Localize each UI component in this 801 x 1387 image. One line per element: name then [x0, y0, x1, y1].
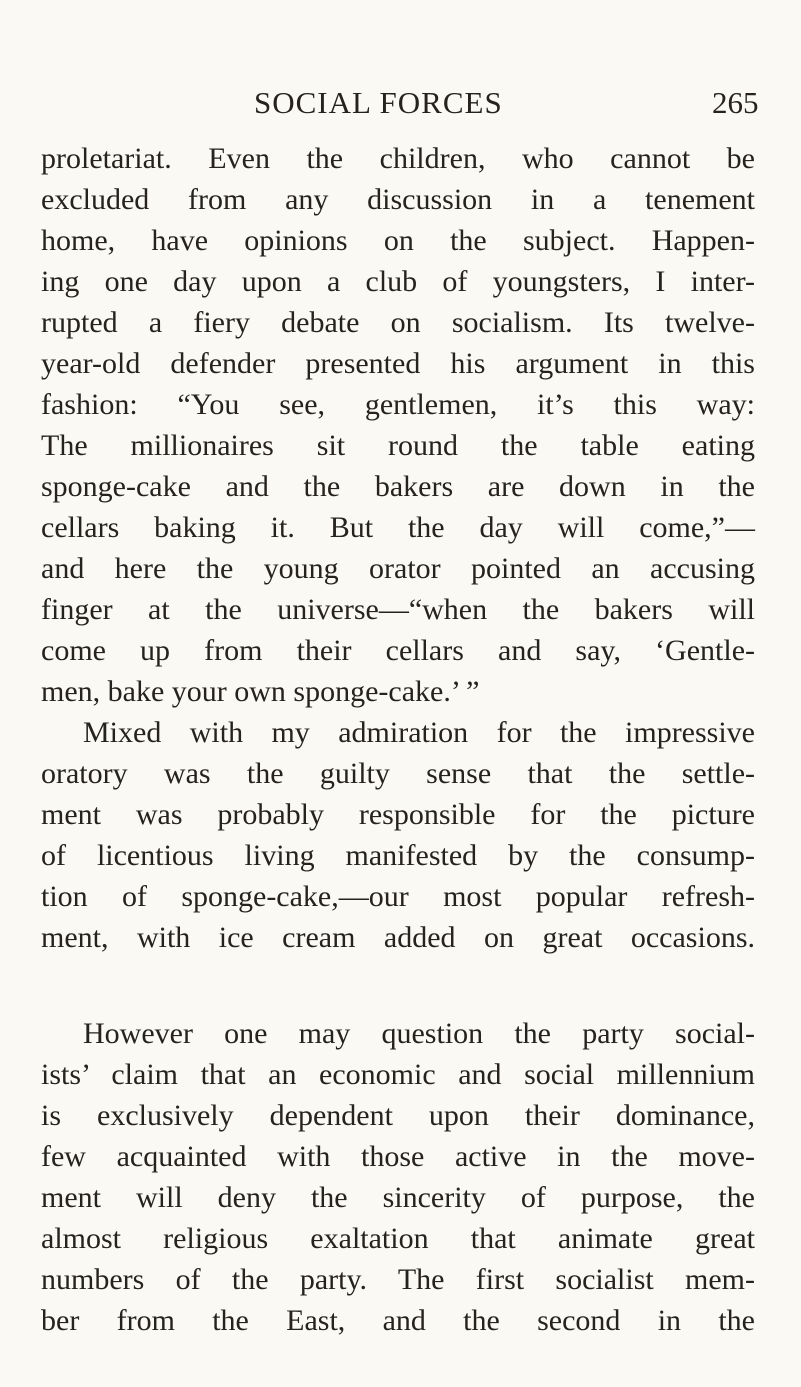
text-line: finger at the universe—“when the bakers will — [41, 593, 755, 626]
text-line: However one may question the party social- — [83, 1017, 755, 1050]
page-number: 265 — [712, 85, 759, 120]
running-title: SOCIAL FORCES — [254, 85, 503, 120]
text-line: home, have opinions on the subject. Happen- — [41, 224, 755, 257]
text-line: Mixed with my admiration for the impressive — [83, 716, 755, 749]
text-line: ists’ claim that an economic and social millennium — [41, 1058, 755, 1091]
text-line: proletariat. Even the children, who cannot be — [41, 142, 755, 175]
running-head — [0, 83, 801, 123]
text-line: ment will deny the sincerity of purpose, the — [41, 1181, 755, 1214]
text-line: sponge-cake and the bakers are down in the — [41, 470, 755, 503]
text-line: of licentious living manifested by the consump- — [41, 839, 755, 872]
text-line: excluded from any discussion in a tenement — [41, 183, 755, 216]
text-line: men, bake your own sponge-cake.’ ” — [41, 675, 480, 708]
text-line: few acquainted with those active in the move- — [41, 1140, 755, 1173]
text-line: and here the young orator pointed an accusing — [41, 552, 755, 585]
text-line: numbers of the party. The first socialist mem- — [41, 1263, 755, 1296]
text-line: year-old defender presented his argument in this — [41, 347, 755, 380]
text-line: come up from their cellars and say, ‘Gentle- — [41, 634, 755, 667]
text-line: almost religious exaltation that animate great — [41, 1222, 755, 1255]
text-line: The millionaires sit round the table eating — [41, 429, 755, 462]
text-line: tion of sponge-cake,—our most popular refresh- — [41, 880, 755, 913]
text-line: ment was probably responsible for the picture — [41, 798, 755, 831]
text-line: is exclusively dependent upon their dominance, — [41, 1099, 755, 1132]
text-line: ing one day upon a club of youngsters, I inter- — [41, 265, 755, 298]
text-line: ment, with ice cream added on great occasions. — [41, 921, 755, 954]
text-line: fashion: “You see, gentlemen, it’s this way: — [41, 388, 755, 421]
text-line: rupted a fiery debate on socialism. Its twelve- — [41, 306, 755, 339]
text-line: cellars baking it. But the day will come,”— — [41, 511, 755, 544]
text-line: ber from the East, and the second in the — [41, 1304, 755, 1337]
text-line: oratory was the guilty sense that the settle- — [41, 757, 755, 790]
